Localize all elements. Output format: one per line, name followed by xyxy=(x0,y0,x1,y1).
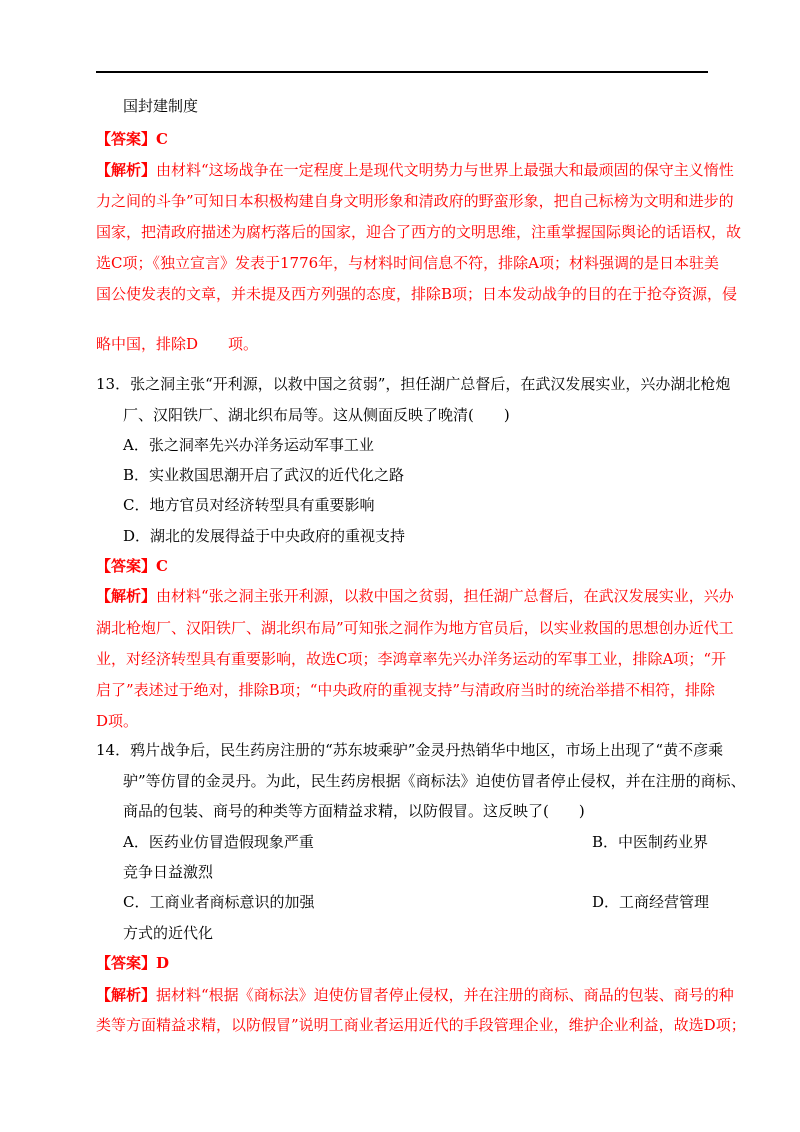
analysis-line: 湖北枪炮厂、汉阳铁厂、湖北织布局”可知张之洞作为地方官员后，以实业救国的思想创办近代工 xyxy=(96,619,734,637)
question-13-stem: 13．张之洞主张“开利源，以救中国之贫弱”，担任湖广总督后，在武汉发展实业，兴办湖北枪炮 xyxy=(96,375,731,393)
analysis-text: 由材料“张之洞主张开利源，以救中国之贫弱，担任湖广总督后，在武汉发展实业，兴办 xyxy=(156,587,734,605)
analysis-line xyxy=(96,586,734,606)
analysis-line: 类等方面精益求精，以防假冒”说明工商业者运用近代的手段管理企业，维护企业利益，故选D项； xyxy=(96,1016,746,1034)
question-14-stem: 商品的包装、商号的种类等方面精益求精，以防假冒。这反映了( ) xyxy=(123,802,585,820)
option-b-continuation: 竞争日益激烈 xyxy=(123,863,214,881)
option-c: C．工商业者商标意识的加强 xyxy=(123,893,315,911)
analysis-line: 国家，把清政府描述为腐朽落后的国家，迎合了西方的文明思维，注重掌握国际舆论的话语权，故 xyxy=(96,223,742,241)
analysis-label: 【解析】 xyxy=(96,986,157,1004)
analysis-label: 【解析】 xyxy=(96,161,157,179)
option-b: B．中医制药业界 xyxy=(592,833,709,851)
question-14-stem: 14．鸦片战争后，民生药房注册的“苏东坡乘驴”金灵丹热销华中地区，市场上出现了“黄不彦乘 xyxy=(96,741,724,759)
question-13-stem: 厂、汉阳铁厂、湖北织布局等。这从侧面反映了晚清( ) xyxy=(123,406,510,424)
analysis-line: D项。 xyxy=(96,712,139,730)
option-d: D．湖北的发展得益于中央政府的重视支持 xyxy=(123,527,406,545)
option-a: A．医药业仿冒造假现象严重 xyxy=(123,833,314,851)
question-14-stem: 驴”等仿冒的金灵丹。为此，民生药房根据《商标法》迫使仿冒者停止侵权，并在注册的商标、 xyxy=(123,772,746,790)
option-d-continuation: 方式的近代化 xyxy=(123,924,214,942)
analysis-text: 由材料“这场战争在一定程度上是现代文明势力与世界上最强大和最顽固的保守主义惰性 xyxy=(156,161,734,179)
answer-label: 【答案】D xyxy=(96,954,170,972)
analysis-line: 略中国，排除D 项。 xyxy=(96,335,259,353)
analysis-line: 国公使发表的文章，并未提及西方列强的态度，排除B项；日本发动战争的目的在于抢夺资源，侵 xyxy=(96,285,738,303)
answer-label: 【答案】C xyxy=(96,557,168,575)
option-c: C．地方官员对经济转型具有重要影响 xyxy=(123,496,375,514)
analysis-line: 启了”表述过于绝对，排除B项；“中央政府的重视支持”与清政府当时的统治举措不相符，排除 xyxy=(96,681,716,699)
answer-label: 【答案】C xyxy=(96,130,168,148)
continuation-text: 国封建制度 xyxy=(123,97,199,115)
analysis-line xyxy=(96,985,734,1005)
analysis-line xyxy=(96,160,734,180)
option-d: D．工商经营管理 xyxy=(592,893,710,911)
analysis-label: 【解析】 xyxy=(96,587,157,605)
analysis-text: 据材料“根据《商标法》迫使仿冒者停止侵权，并在注册的商标、商品的包装、商号的种 xyxy=(156,986,734,1004)
header-rule xyxy=(96,71,708,73)
option-a: A．张之洞率先兴办洋务运动军事工业 xyxy=(123,436,374,454)
option-b: B．实业救国思潮开启了武汉的近代化之路 xyxy=(123,466,405,484)
analysis-line: 业，对经济转型具有重要影响，故选C项；李鸿章率先兴办洋务运动的军事工业，排除A项；“开 xyxy=(96,650,726,668)
analysis-line: 选C项；《独立宣言》发表于1776年，与材料时间信息不符，排除A项；材料强调的是日本驻美 xyxy=(96,254,719,272)
analysis-line: 力之间的斗争”可知日本积极构建自身文明形象和清政府的野蛮形象，把自己标榜为文明和进步的 xyxy=(96,192,734,210)
